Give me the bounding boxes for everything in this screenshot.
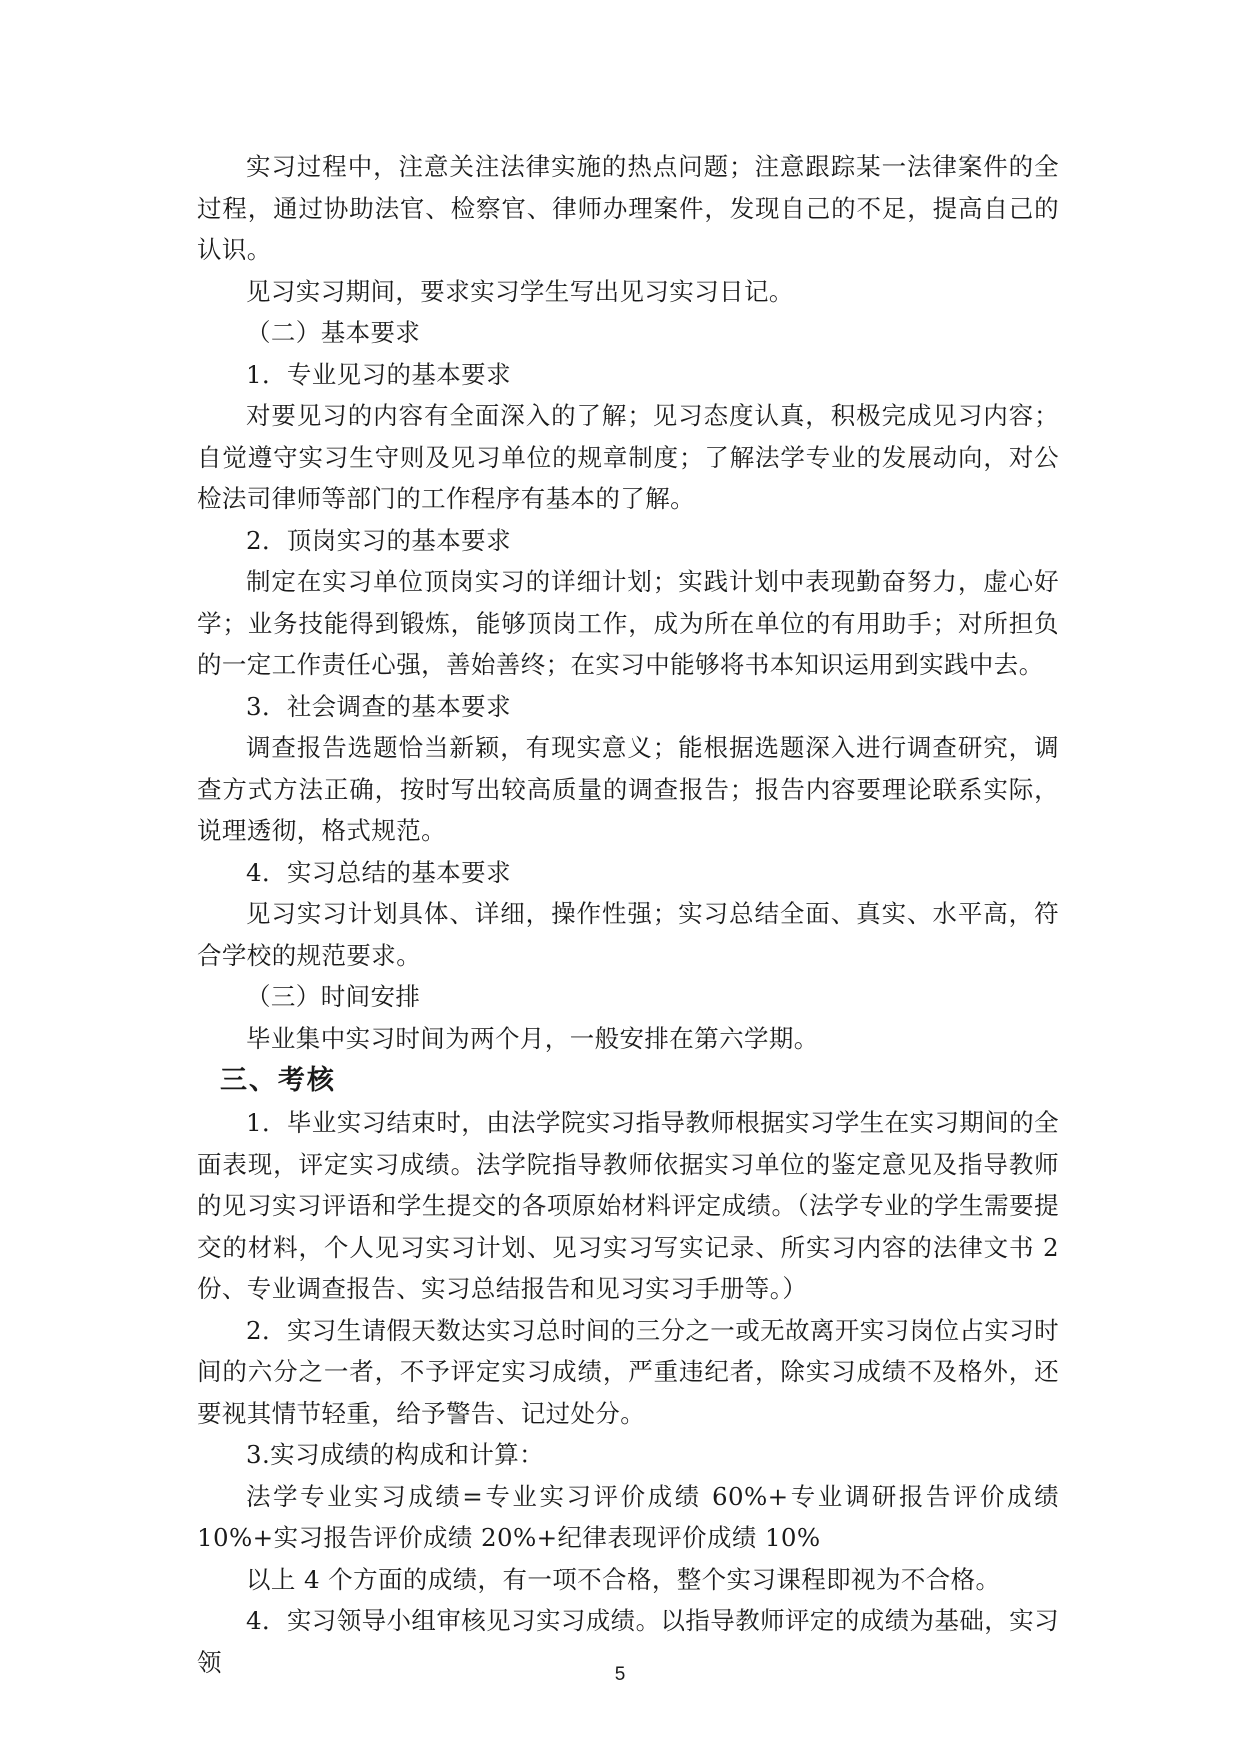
paragraph-observation: 对要见习的内容有全面深入的了解；见习态度认真，积极完成见习内容；自觉遵守实习生守则及见习单位的规章制度；了解法学专业的发展动向，对公检法司律师等部门的工作程序有基本的了解。: [197, 401, 1059, 513]
paragraph-practice-process: 实习过程中，注意关注法律实施的热点问题；注意跟踪某一法律案件的全过程，通过协助法官、检察官、律师办理案件，发现自己的不足，提高自己的认识。: [197, 152, 1059, 264]
paragraph-summary: 见习实习计划具体、详细，操作性强；实习总结全面、真实、水平高，符合学校的规范要求。: [197, 899, 1059, 970]
paragraph-assessment-3: 3.实习成绩的构成和计算：: [246, 1440, 545, 1469]
paragraph-score-formula: 法学专业实习成绩=专业实习评价成绩 60%+专业调研报告评价成绩 10%+实习报告评价成绩 20%+纪律表现评价成绩 10%: [197, 1481, 1059, 1552]
page-body: [197, 146, 1059, 1683]
paragraph-diary-requirement: 见习实习期间，要求实习学生写出见习实习日记。: [246, 276, 794, 306]
section-heading-assessment: 三、考核: [219, 1065, 336, 1096]
paragraph-survey: 调查报告选题恰当新颖，有现实意义；能根据选题深入进行调查研究，调查方式方法正确，按时写出较高质量的调查报告；报告内容要理论联系实际，说理透彻，格式规范。: [197, 733, 1059, 845]
item-heading-survey: 3．社会调查的基本要求: [246, 691, 511, 721]
item-heading-onpost: 2．顶岗实习的基本要求: [246, 525, 511, 555]
subheading-basic-requirements: （二）基本要求: [246, 318, 421, 347]
item-heading-summary: 4．实习总结的基本要求: [246, 857, 511, 887]
paragraph-schedule: 毕业集中实习时间为两个月，一般安排在第六学期。: [246, 1023, 819, 1053]
subheading-schedule: （三）时间安排: [246, 982, 421, 1011]
paragraph-assessment-4: 4．实习领导小组审核见习实习成绩。以指导教师评定的成绩为基础，实习领: [197, 1606, 1059, 1677]
page-number: 5: [614, 1664, 626, 1685]
paragraph-onpost: 制定在实习单位顶岗实习的详细计划；实践计划中表现勤奋努力，虚心好学；业务技能得到锻炼，能够顶岗工作，成为所在单位的有用助手；对所担负的一定工作责任心强，善始善终；在实习中能够将书本知识运用到实践中去。: [197, 567, 1059, 679]
paragraph-assessment-2: 2．实习生请假天数达实习总时间的三分之一或无故离开实习岗位占实习时间的六分之一者，不予评定实习成绩，严重违纪者，除实习成绩不及格外，还要视其情节轻重，给予警告、记过处分。: [197, 1315, 1059, 1428]
item-heading-observation: 1．专业见习的基本要求: [246, 359, 511, 389]
paragraph-assessment-1: 1．毕业实习结束时，由法学院实习指导教师根据实习学生在实习期间的全面表现，评定实习成绩。法学院指导教师依据实习单位的鉴定意见及指导教师的见习实习评语和学生提交的各项原始材料评定成绩。（法学专业的学生需要提交的材料，个人见习实习计划、见习实习写实记录、所实习内容的法律文书 2 份、专业调查报告、实习总结报告和见习实习手册等。）: [197, 1108, 1059, 1303]
paragraph-score-note: 以上 4 个方面的成绩，有一项不合格，整个实习课程即视为不合格。: [246, 1564, 1001, 1594]
